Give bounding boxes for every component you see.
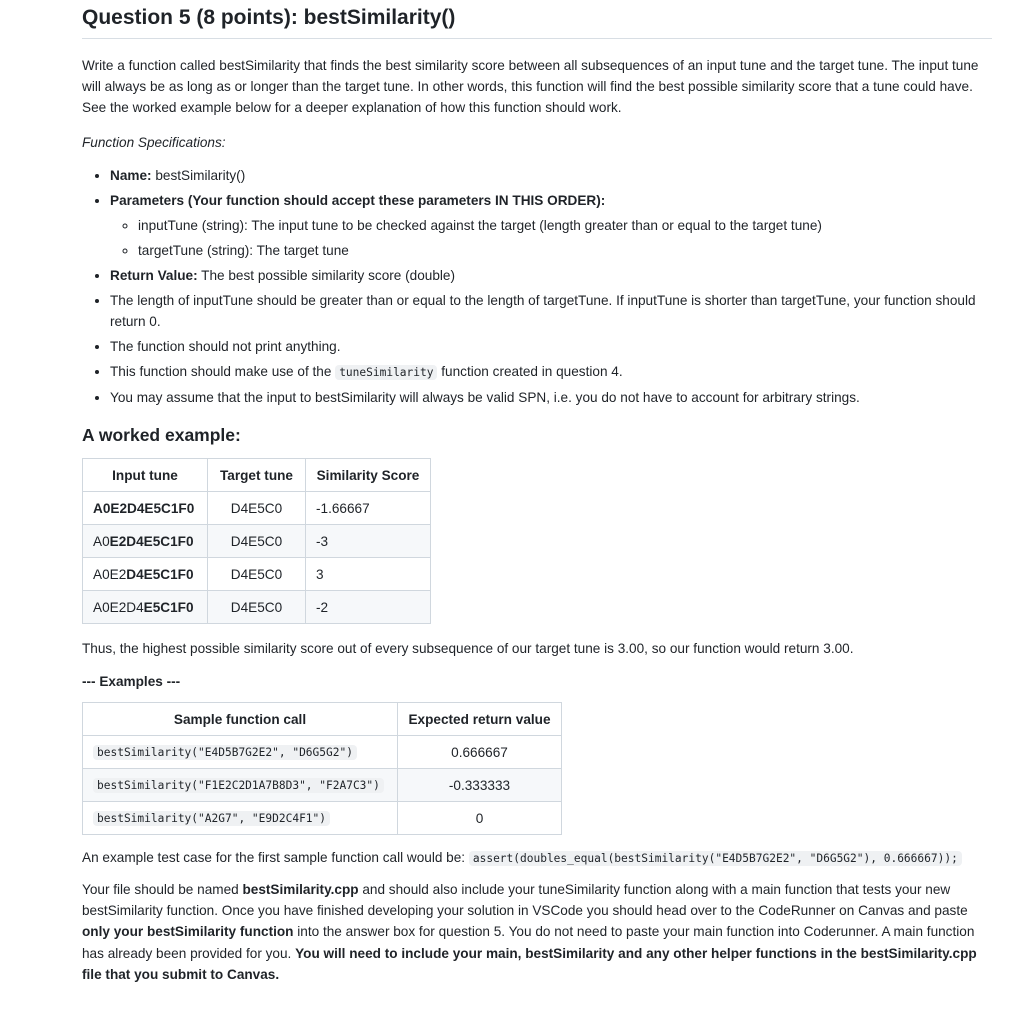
page-title: Question 5 (8 points): bestSimilarity() [82, 0, 992, 39]
function-call-cell: bestSimilarity("F1E2C2D1A7B8D3", "F2A7C3") [83, 769, 398, 802]
table-row [83, 802, 562, 835]
submission-instructions: Your file should be named bestSimilarity.cpp and should also include your tuneSimilarity function along with a main function that tests your new bestSimilarity function. Once you have finished developing your solution in VSCode you should head over to the CodeRunner on Canvas and paste only your bestSimilarity function into the answer box for question 5. You do not need to paste your main function into Coderunner. A main function has already been provided for you. You will need to include your main, bestSimilarity and any other helper functions in the bestSimilarity.cpp file that you submit to Canvas. [82, 882, 977, 982]
input-tune-cell: A0E2D4E5C1F0 [83, 591, 208, 624]
target-tune-cell: D4E5C0 [208, 525, 306, 558]
table-row [83, 525, 431, 558]
column-header: Target tune [208, 459, 306, 492]
spec-name: • Name: bestSimilarity() [110, 165, 992, 186]
param-target-tune: ◦ targetTune (string): The target tune [138, 240, 992, 261]
table-row [83, 591, 431, 624]
table-row [83, 558, 431, 591]
spec-no-print: • The function should not print anything. [110, 336, 992, 357]
return-value-cell: -0.333333 [398, 769, 562, 802]
param-input-tune: ◦ inputTune (string): The input tune to be checked against the target (length greater than or equal to the target tune) [138, 215, 992, 236]
input-tune-cell: A0E2D4E5C1F0 [83, 492, 208, 525]
test-case-paragraph: An example test case for the first sample function call would be: assert(doubles_equal(bestSimilarity("E4D5B7G2E2", "D6G5G2"), 0.666667)); [82, 847, 992, 869]
test-case-code: assert(doubles_equal(bestSimilarity("E4D5B7G2E2", "D6G5G2"), 0.666667)); [469, 851, 962, 866]
input-tune-cell: A0E2D4E5C1F0 [83, 525, 208, 558]
table-header-row [83, 459, 431, 492]
function-call-cell: bestSimilarity("E4D5B7G2E2", "D6G5G2") [83, 736, 398, 769]
score-cell: -3 [306, 525, 431, 558]
return-value-cell: 0.666667 [398, 736, 562, 769]
worked-example-table [82, 458, 431, 624]
score-cell: -2 [306, 591, 431, 624]
spec-list [82, 165, 992, 408]
examples-heading: --- Examples --- [82, 674, 181, 689]
column-header: Sample function call [83, 703, 398, 736]
inline-code: tuneSimilarity [335, 365, 437, 380]
param-list [110, 215, 992, 261]
intro-paragraph: Write a function called bestSimilarity that finds the best similarity score between all subsequences of an input tune and the target tune. The input tune will always be as long as or longer than the target tune. In other words, this function will find the best possible similarity score that a tune could have. See the worked example below for a deeper explanation of how this function should work. [82, 58, 979, 115]
target-tune-cell: D4E5C0 [208, 492, 306, 525]
spec-assume-valid: • You may assume that the input to bestSimilarity will always be valid SPN, i.e. you do not have to account for arbitrary strings. [110, 387, 992, 408]
score-cell: 3 [306, 558, 431, 591]
target-tune-cell: D4E5C0 [208, 591, 306, 624]
column-header: Similarity Score [306, 459, 431, 492]
spec-return: • Return Value: The best possible similarity score (double) [110, 265, 992, 286]
table-header-row [83, 703, 562, 736]
column-header: Expected return value [398, 703, 562, 736]
table-row [83, 492, 431, 525]
table-row [83, 769, 562, 802]
spec-parameters: • Parameters (Your function should accept these parameters IN THIS ORDER): ◦ inputTune (string): The input tune to be checked against the target (length greater than or equal to the target tune) ◦ targetTune (string): The target tune [110, 190, 992, 261]
target-tune-cell: D4E5C0 [208, 558, 306, 591]
score-cell: -1.66667 [306, 492, 431, 525]
examples-table [82, 702, 562, 835]
spec-length-rule: • The length of inputTune should be greater than or equal to the length of targetTune. If inputTune is shorter than targetTune, your function should return 0. [110, 290, 992, 332]
function-call-cell: bestSimilarity("A2G7", "E9D2C4F1") [83, 802, 398, 835]
column-header: Input tune [83, 459, 208, 492]
worked-example-heading: A worked example: [82, 425, 241, 445]
return-value-cell: 0 [398, 802, 562, 835]
spec-title: Function Specifications: [82, 135, 226, 150]
table-row [83, 736, 562, 769]
spec-use-tune-similarity: • This function should make use of the tuneSimilarity function created in question 4. [110, 361, 992, 383]
input-tune-cell: A0E2D4E5C1F0 [83, 558, 208, 591]
thus-paragraph: Thus, the highest possible similarity score out of every subsequence of our target tune is 3.00, so our function would return 3.00. [82, 641, 854, 656]
